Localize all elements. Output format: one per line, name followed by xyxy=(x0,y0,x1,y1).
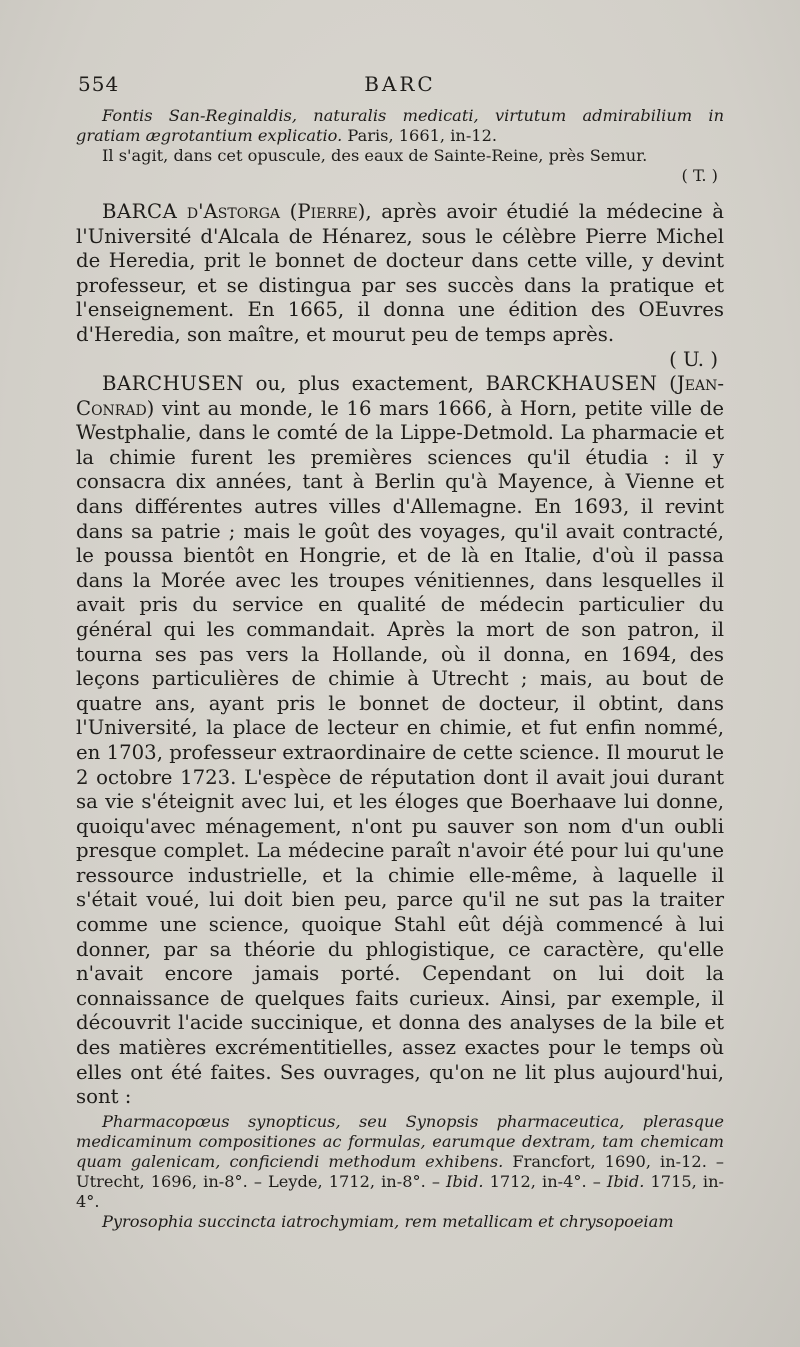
work-item xyxy=(76,1212,724,1232)
ibid: Ibid. xyxy=(606,1172,645,1191)
work-title: Pyrosophia succincta iatrochymiam, rem metallicam et chrysopoeiam xyxy=(102,1212,674,1231)
previous-entry-bibliography xyxy=(76,106,724,186)
author-signature: ( T. ) xyxy=(681,166,718,185)
headword: BARCHUSEN xyxy=(102,372,244,395)
headword-qualifier: d'Astorga (Pierre) xyxy=(186,200,366,223)
page-header xyxy=(76,72,724,104)
bibliography-note: Il s'agit, dans cet opuscule, des eaux de Sainte-Reine, près Semur. xyxy=(102,146,648,165)
page-number: 554 xyxy=(78,72,120,96)
entry-paragraph xyxy=(76,372,724,1110)
publication-info: 1715, in-4°. xyxy=(76,1172,724,1211)
publication-info: 1712, in-4°. – xyxy=(483,1172,607,1191)
entry-text: vint au monde, le 16 mars 1666, à Horn, petite ville de Westphalie, dans le comté de la Lippe-Detmold. La pharmacie et la chimie furent les premières sciences qu'il étudia : il y consacra dix années, tant à Berlin qu'à Mayence, à Vienne et dans différentes autres villes d'Allemagne. En 1693, il revint dans sa patrie ; mais le goût des voyages, qu'il avait contracté, le poussa bientôt en Hongrie, et de là en Italie, d'où il passa dans la Morée avec les troupes vénitiennes, dans lesquelles il avait pris du service en qualité de médecin particulier du général qui les commandait. Après la mort de son patron, il tourna ses pas vers la Hollande, où il donna, en 1694, des leçons particulières de chimie à Utrecht ; mais, au bout de quatre ans, ayant pris le bonnet de docteur, il obtint, dans l'Université, la place de lecteur en chimie, et fut enfin nommé, en 1703, professeur extraordinaire de cette science. Il mourut le 2 octobre 1723. L'espèce de réputation dont il avait joui durant sa vie s'éteignit avec lui, et les éloges que Boerhaave lui donne, quoiqu'avec ménagement, n'ont pu sauver son nom d'un oubli presque complet. La médecine paraît n'avoir été pour lui qu'une ressource industrielle, et la chimie elle-même, à laquelle il s'était voué, lui doit bien peu, parce qu'il ne sut pas la traiter comme une science, quoique Stahl eût déjà commencé à lui donner, par sa théorie du phlogistique, ce caractère, qu'elle n'avait encore jamais porté. Cependant on lui doit la connaissance de quelques faits curieux. Ainsi, par exemple, il découvrit l'acide succinique, et donna des analyses de la bile et des matières excrémentitielles, assez exactes pour le temps où elles ont été faites. Ses ouvrages, qu'on ne lit plus aujourd'hui, sont : xyxy=(76,396,724,1109)
ibid: Ibid. xyxy=(446,1172,484,1191)
entry-paragraph xyxy=(76,200,724,348)
work-title: Pharmacopœus synopticus, seu Synopsis pharmaceutica, plerasque medicaminum compositiones ac formulas, earumque dextram, tam chemicam quam galenicam, conficiendi methodum exhibens. xyxy=(76,1112,724,1171)
entry-barca xyxy=(76,200,724,372)
entry-barchusen xyxy=(76,372,724,1110)
bibliography-item xyxy=(76,106,724,146)
works-list xyxy=(76,1112,724,1232)
headword-connector: ou, plus exactement, xyxy=(243,372,486,395)
publication-info: Francfort, 1690, in-12. – Utrecht, 1696, in-8°. – Leyde, 1712, in-8°. – xyxy=(76,1152,725,1191)
headword-qualifier: (Jean-Conrad) xyxy=(76,372,724,420)
work-title: Fontis San-Reginaldis, naturalis medicati, virtutum admirabilium in gratiam ægrotantium explicatio. xyxy=(76,106,724,145)
headword: BARCA xyxy=(102,200,178,223)
running-head: BARC xyxy=(364,72,436,96)
entry-text: , après avoir étudié la médecine à l'Université d'Alcala de Hénarez, sous le célèbre Pierre Michel de Heredia, prit le bonnet de docteur dans cette ville, y devint professeur, et se distingua par ses succès dans la pratique et l'enseignement. En 1665, il donna une édition des OEuvres d'Heredia, son maître, et mourut peu de temps après. xyxy=(76,200,725,346)
work-item xyxy=(76,1112,724,1212)
headword-variant: BARCKHAUSEN xyxy=(485,372,658,395)
publication-info: Paris, 1661, in-12. xyxy=(342,126,498,145)
author-signature: ( U. ) xyxy=(669,347,718,371)
